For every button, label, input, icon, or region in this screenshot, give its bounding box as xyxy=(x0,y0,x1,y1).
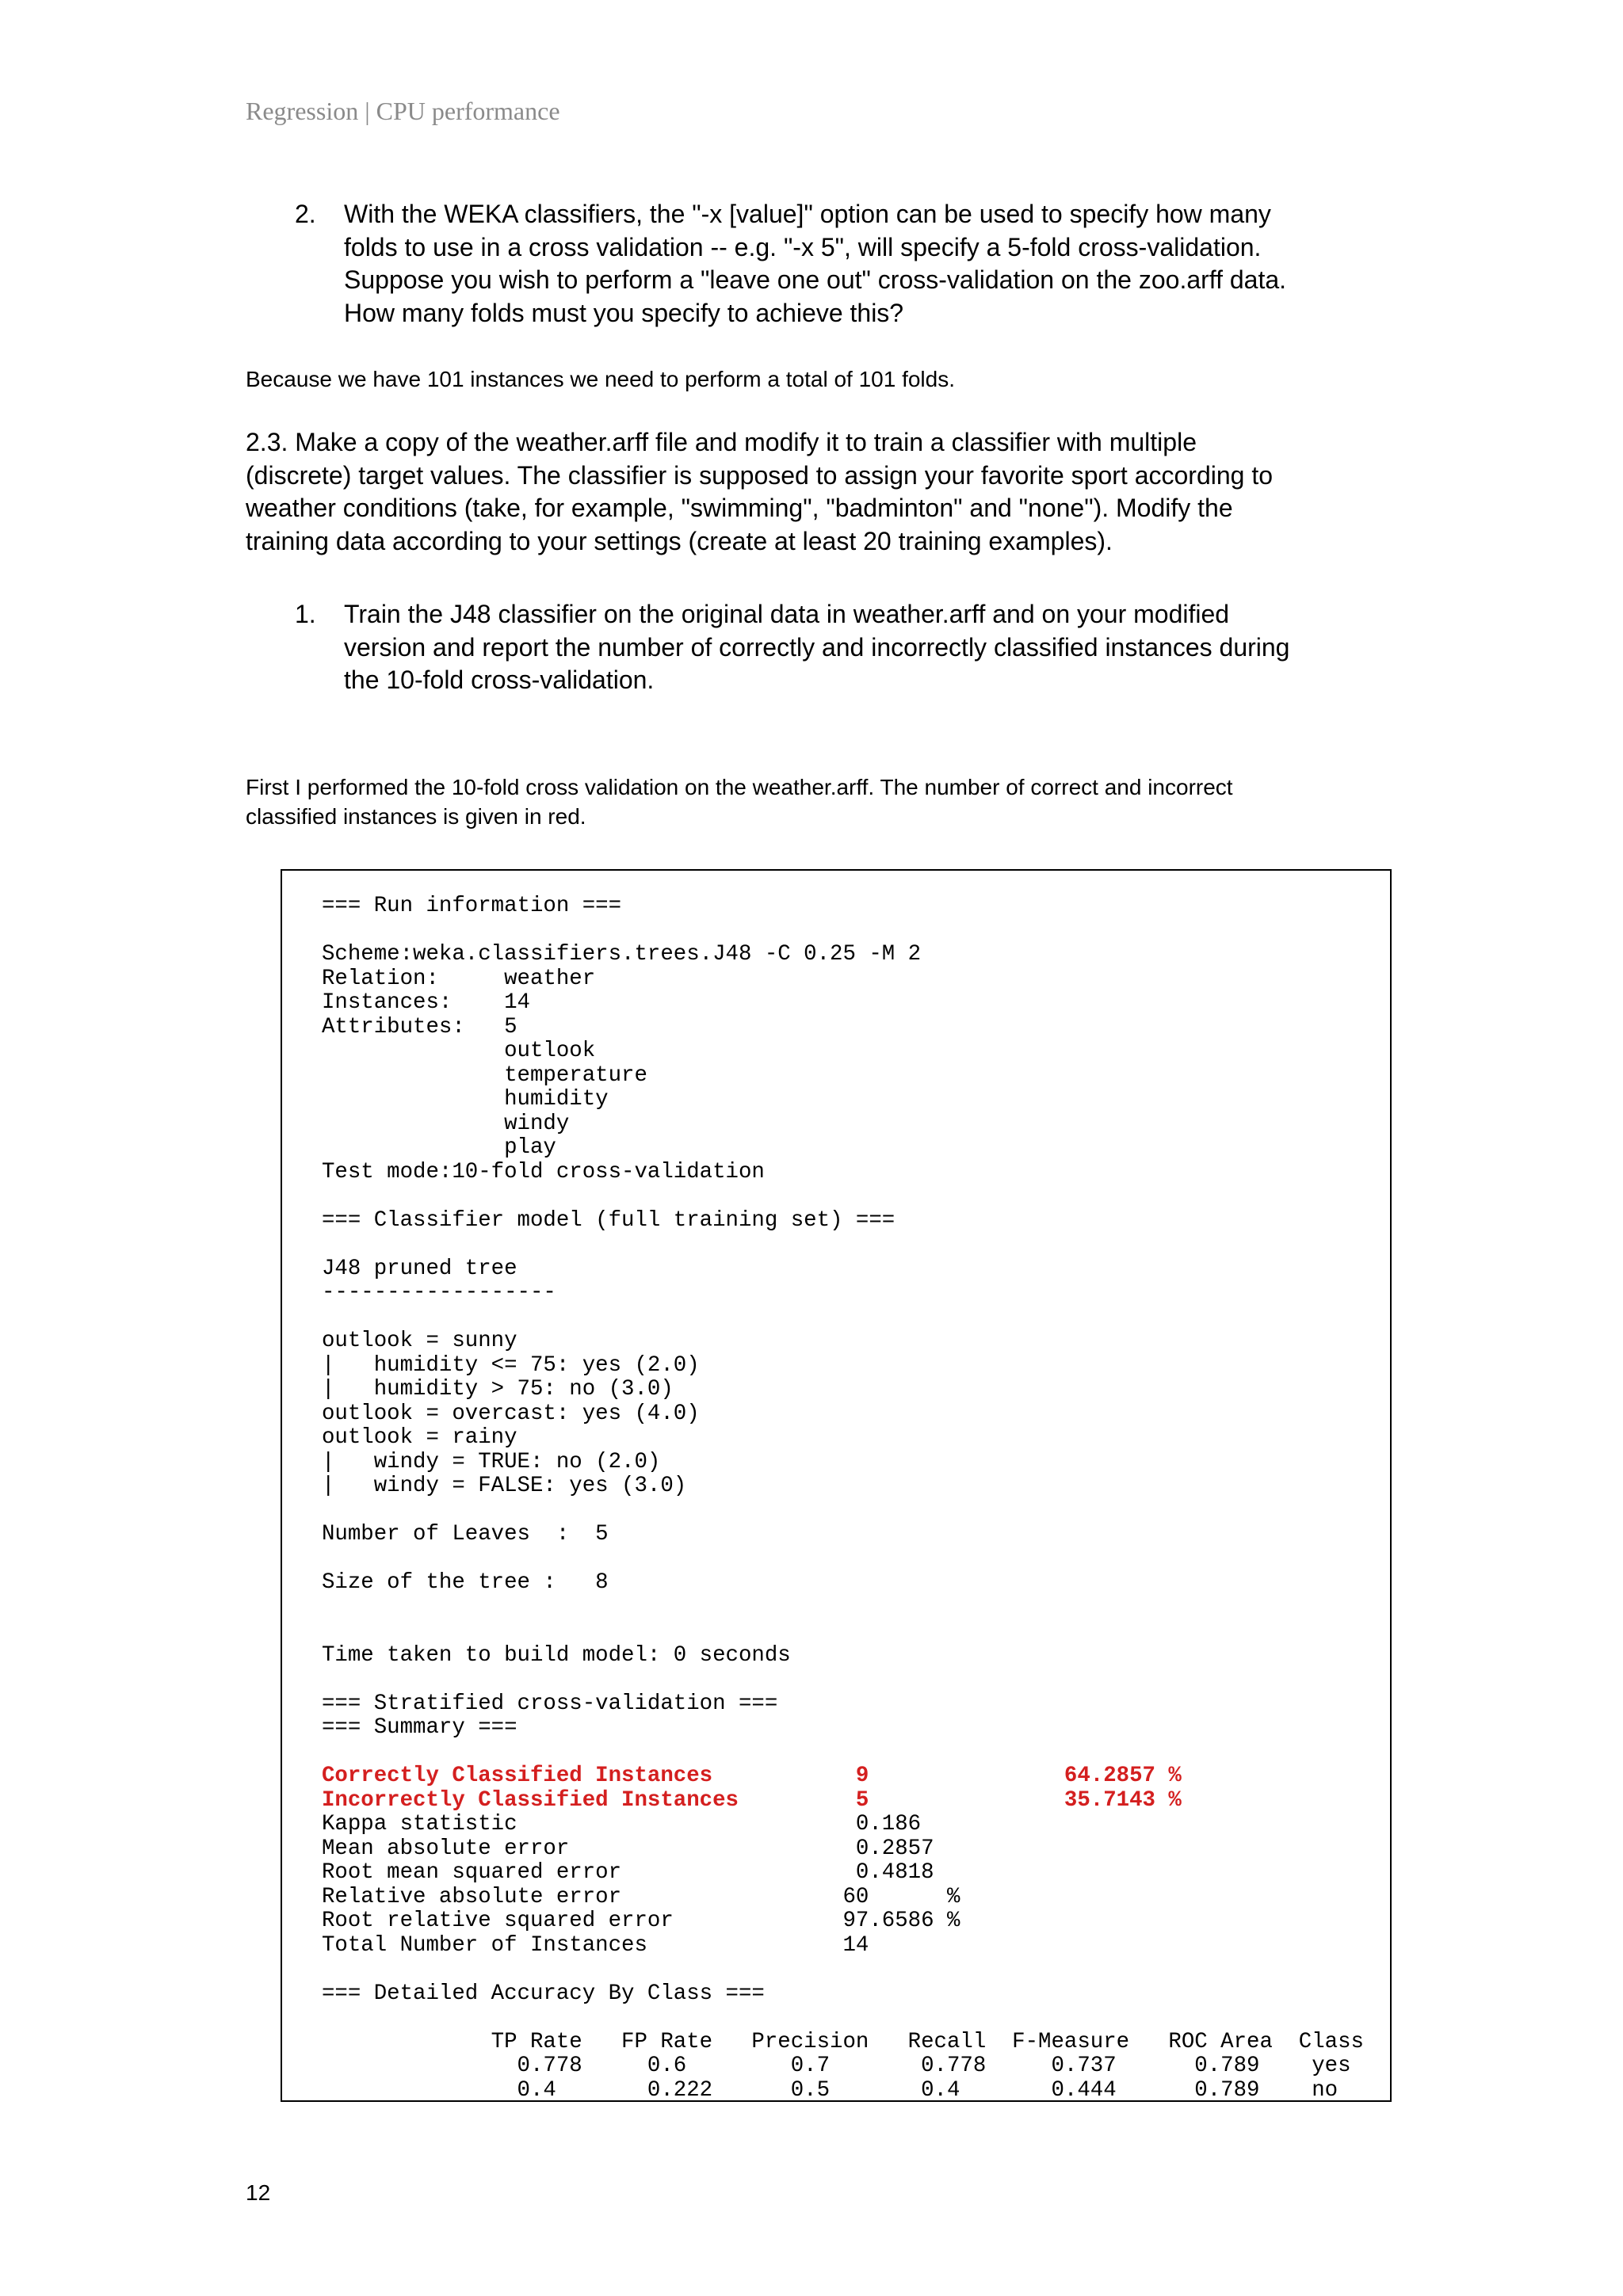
incorrectly-classified-line: Incorrectly Classified Instances 5 35.7143 % xyxy=(322,1787,1182,1813)
accuracy-header-row: TP Rate FP Rate Precision Recall F-Measure ROC Area Class xyxy=(322,2029,1364,2054)
summary-line: === Detailed Accuracy By Class === xyxy=(322,1981,765,2006)
output-line: | humidity > 75: no (3.0) xyxy=(322,1377,674,1402)
summary-line: Total Number of Instances 14 xyxy=(322,1932,869,1958)
correctly-classified-line: Correctly Classified Instances 9 64.2857 % xyxy=(322,1764,1182,1788)
output-line: | windy = FALSE: yes (3.0) xyxy=(322,1474,687,1498)
question-2-line: How many folds must you specify to achieve this? xyxy=(344,298,904,327)
page-number: 12 xyxy=(246,2180,271,2205)
weka-output-box xyxy=(281,869,1392,2102)
output-line: Size of the tree : 8 xyxy=(322,1570,609,1595)
output-line: | humidity <= 75: yes (2.0) xyxy=(322,1352,700,1378)
question-1-line: the 10-fold cross-validation. xyxy=(344,666,655,694)
question-2-line: With the WEKA classifiers, the "-x [value]" option can be used to specify how many xyxy=(344,200,1271,228)
question-2-line: Suppose you wish to perform a "leave one out" cross-validation on the zoo.arff data. xyxy=(344,265,1287,294)
accuracy-row-no: 0.4 0.222 0.5 0.4 0.444 0.789 no xyxy=(322,2077,1338,2103)
intro-paragraph xyxy=(246,772,1379,831)
question-2-line: folds to use in a cross validation -- e.g. "-x 5", will specify a 5-fold cross-validation. xyxy=(344,232,1262,261)
output-line: === Classifier model (full training set) === xyxy=(322,1207,896,1233)
output-line: === Stratified cross-validation === xyxy=(322,1691,778,1716)
output-line: outlook = overcast: yes (4.0) xyxy=(322,1401,700,1426)
section-2-3-line: weather conditions (take, for example, "swimming", "badminton" and "none"). Modify the xyxy=(246,494,1233,522)
question-2-number: 2. xyxy=(295,200,316,228)
intro-line: First I performed the 10-fold cross validation on the weather.arff. The number of correct and incorrect xyxy=(246,775,1233,799)
output-line: Relation: weather xyxy=(322,966,596,991)
output-line: === Summary === xyxy=(322,1715,517,1740)
section-2-3-line: 2.3. Make a copy of the weather.arff file and modify it to train a classifier with multiple xyxy=(246,428,1197,456)
section-2-3 xyxy=(246,426,1379,558)
section-2-3-line: training data according to your settings (create at least 20 training examples). xyxy=(246,526,1113,555)
question-1 xyxy=(295,598,1388,697)
section-2-3-line: (discrete) target values. The classifier is supposed to assign your favorite sport according to xyxy=(246,460,1274,490)
answer-2: Because we have 101 instances we need to perform a total of 101 folds. xyxy=(246,367,956,391)
summary-line: Mean absolute error 0.2857 xyxy=(322,1836,934,1861)
output-line: play xyxy=(322,1135,556,1160)
question-1-line: Train the J48 classifier on the original data in weather.arff and on your modified xyxy=(344,600,1230,628)
output-line: Attributes: 5 xyxy=(322,1014,517,1039)
output-line: Scheme:weka.classifiers.trees.J48 -C 0.25 -M 2 xyxy=(322,942,922,967)
intro-line: classified instances is given in red. xyxy=(246,804,586,829)
question-1-number: 1. xyxy=(295,600,316,628)
output-line: Instances: 14 xyxy=(322,990,530,1015)
output-line: Time taken to build model: 0 seconds xyxy=(322,1642,791,1668)
summary-line: Root relative squared error 97.6586 % xyxy=(322,1909,960,1933)
output-line: outlook = sunny xyxy=(322,1329,517,1353)
accuracy-row-yes: 0.778 0.6 0.7 0.778 0.737 0.789 yes xyxy=(322,2054,1351,2078)
output-line: humidity xyxy=(322,1087,609,1112)
summary-line: Root mean squared error 0.4818 xyxy=(322,1860,934,1885)
output-line: windy xyxy=(322,1111,570,1136)
output-line: Number of Leaves : 5 xyxy=(322,1522,609,1547)
output-line: temperature xyxy=(322,1062,647,1088)
running-header: Regression | CPU performance xyxy=(246,97,560,125)
output-line: === Run information === xyxy=(322,894,622,918)
weka-output-text xyxy=(322,894,1364,2103)
output-line: outlook = rainy xyxy=(322,1425,517,1450)
summary-line: Kappa statistic 0.186 xyxy=(322,1812,922,1836)
summary-line: Relative absolute error 60 % xyxy=(322,1884,960,1909)
output-line: ------------------ xyxy=(322,1280,556,1305)
question-1-line: version and report the number of correctly and incorrectly classified instances during xyxy=(344,632,1290,662)
output-line: J48 pruned tree xyxy=(322,1256,517,1281)
output-line: outlook xyxy=(322,1039,596,1063)
output-line: | windy = TRUE: no (2.0) xyxy=(322,1449,661,1474)
question-2 xyxy=(295,198,1388,330)
output-line: Test mode:10-fold cross-validation xyxy=(322,1159,765,1184)
